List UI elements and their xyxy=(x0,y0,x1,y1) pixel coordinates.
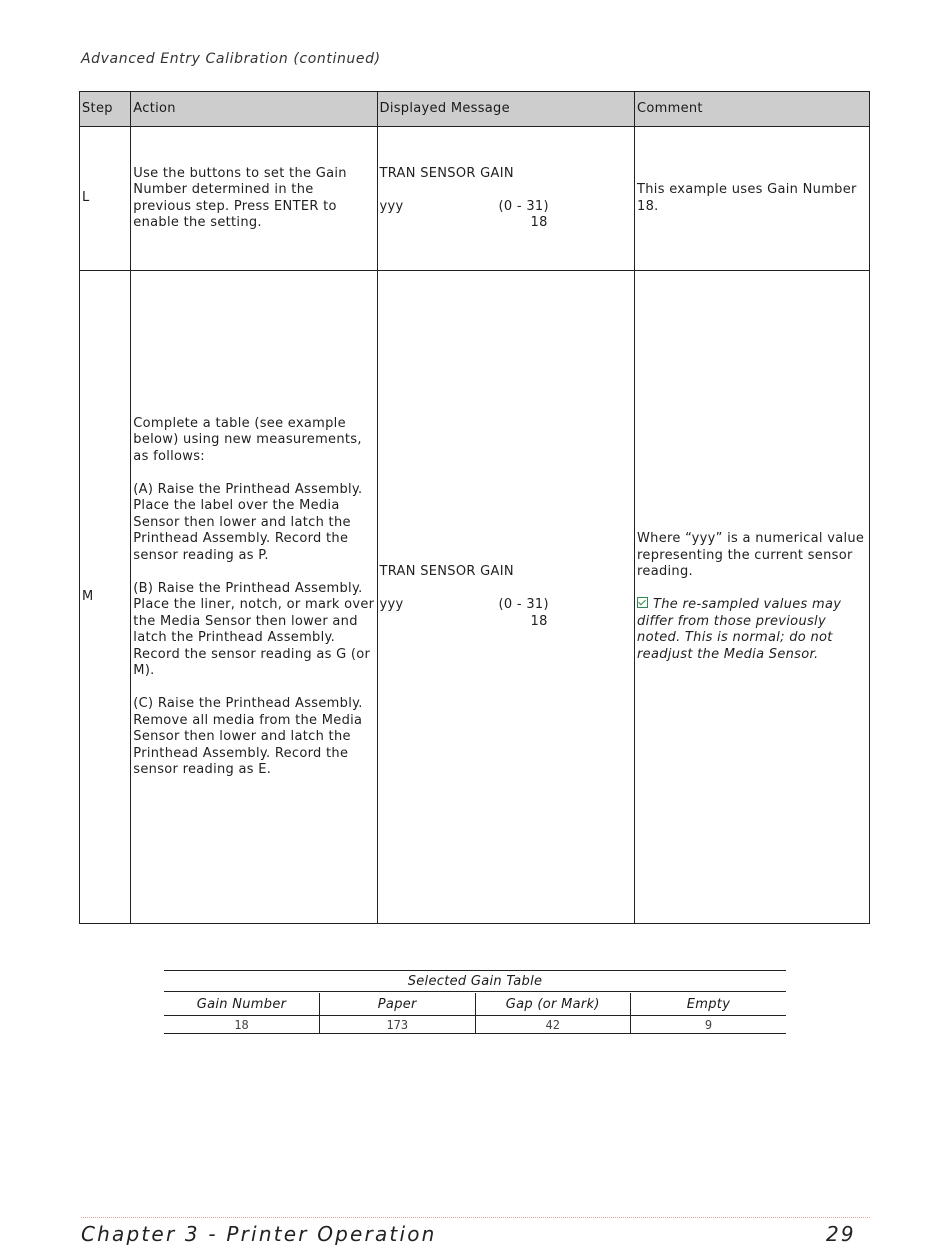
table-row xyxy=(80,271,870,924)
comment-text: Where “yyy” is a numerical value representing the current sensor reading. xyxy=(637,531,865,579)
gain-header: Empty xyxy=(631,993,787,1016)
header-action: Action xyxy=(131,92,377,127)
header-comment: Comment xyxy=(635,92,870,127)
selected-gain-table xyxy=(164,993,786,1034)
footer-divider xyxy=(81,1217,870,1218)
gain-header: Gap (or Mark) xyxy=(475,993,631,1016)
message-value: 18 xyxy=(530,215,548,230)
table-header-row xyxy=(80,92,870,127)
step-cell: L xyxy=(80,127,131,271)
table-row xyxy=(80,127,870,271)
message-line: TRAN SENSOR GAIN xyxy=(379,165,514,181)
message-variable: yyy xyxy=(379,597,404,612)
action-text: Use the buttons to set the Gain Number determined in the previous step. Press ENTER to enable the setting. xyxy=(133,165,347,230)
gain-value: 18 xyxy=(164,1016,320,1034)
note-text: The re-sampled values may differ from those previously noted. This is normal; do not readjust the Media Sensor. xyxy=(637,597,842,662)
step-cell: M xyxy=(80,271,131,924)
displayed-message-cell xyxy=(377,271,635,924)
gain-value: 173 xyxy=(320,1016,476,1034)
message-value: 18 xyxy=(530,613,548,629)
message-range: (0 - 31) xyxy=(498,198,549,214)
gain-header: Paper xyxy=(320,993,476,1016)
message-variable-line xyxy=(380,597,633,614)
footer-chapter-title: Chapter 3 - Printer Operation xyxy=(81,1222,437,1246)
action-cell xyxy=(131,271,377,924)
comment-cell xyxy=(635,127,870,271)
comment-cell xyxy=(635,271,870,924)
action-text: (B) Raise the Printhead Assembly. Place the liner, notch, or mark over the Media Sensor then lower and latch the Printhead Assembly. Record the sensor reading as G (or M). xyxy=(133,580,375,678)
message-variable-line xyxy=(380,199,633,216)
gain-table-caption: Selected Gain Table xyxy=(164,970,786,992)
running-head: Advanced Entry Calibration (continued) xyxy=(81,51,381,67)
message-value-line xyxy=(380,215,633,232)
action-text: (A) Raise the Printhead Assembly. Place the label over the Media Sensor then lower and latch the Printhead Assembly. Record the sensor reading as P. xyxy=(133,481,363,563)
message-variable: yyy xyxy=(379,198,404,214)
gain-value: 9 xyxy=(631,1016,787,1034)
gain-table-header-row xyxy=(164,993,786,1016)
gain-value: 42 xyxy=(475,1016,631,1034)
header-step: Step xyxy=(80,92,131,127)
comment-text: This example uses Gain Number 18. xyxy=(637,182,857,214)
comment-note xyxy=(637,597,867,663)
page-number: 29 xyxy=(826,1222,856,1246)
displayed-message-cell xyxy=(377,127,635,271)
action-cell xyxy=(131,127,377,271)
action-text: Complete a table (see example below) using new measurements, as follows: xyxy=(133,415,362,464)
message-value-line xyxy=(380,614,633,631)
action-text: (C) Raise the Printhead Assembly. Remove all media from the Media Sensor then lower and latch the Printhead Assembly. Record the sensor reading as E. xyxy=(133,696,363,777)
checkbox-icon xyxy=(637,597,648,608)
message-line: TRAN SENSOR GAIN xyxy=(379,564,514,579)
message-range: (0 - 31) xyxy=(498,597,549,612)
table-row xyxy=(164,1016,786,1034)
calibration-steps-table xyxy=(79,91,870,924)
header-displayed-message: Displayed Message xyxy=(377,92,635,127)
gain-header: Gain Number xyxy=(164,993,320,1016)
